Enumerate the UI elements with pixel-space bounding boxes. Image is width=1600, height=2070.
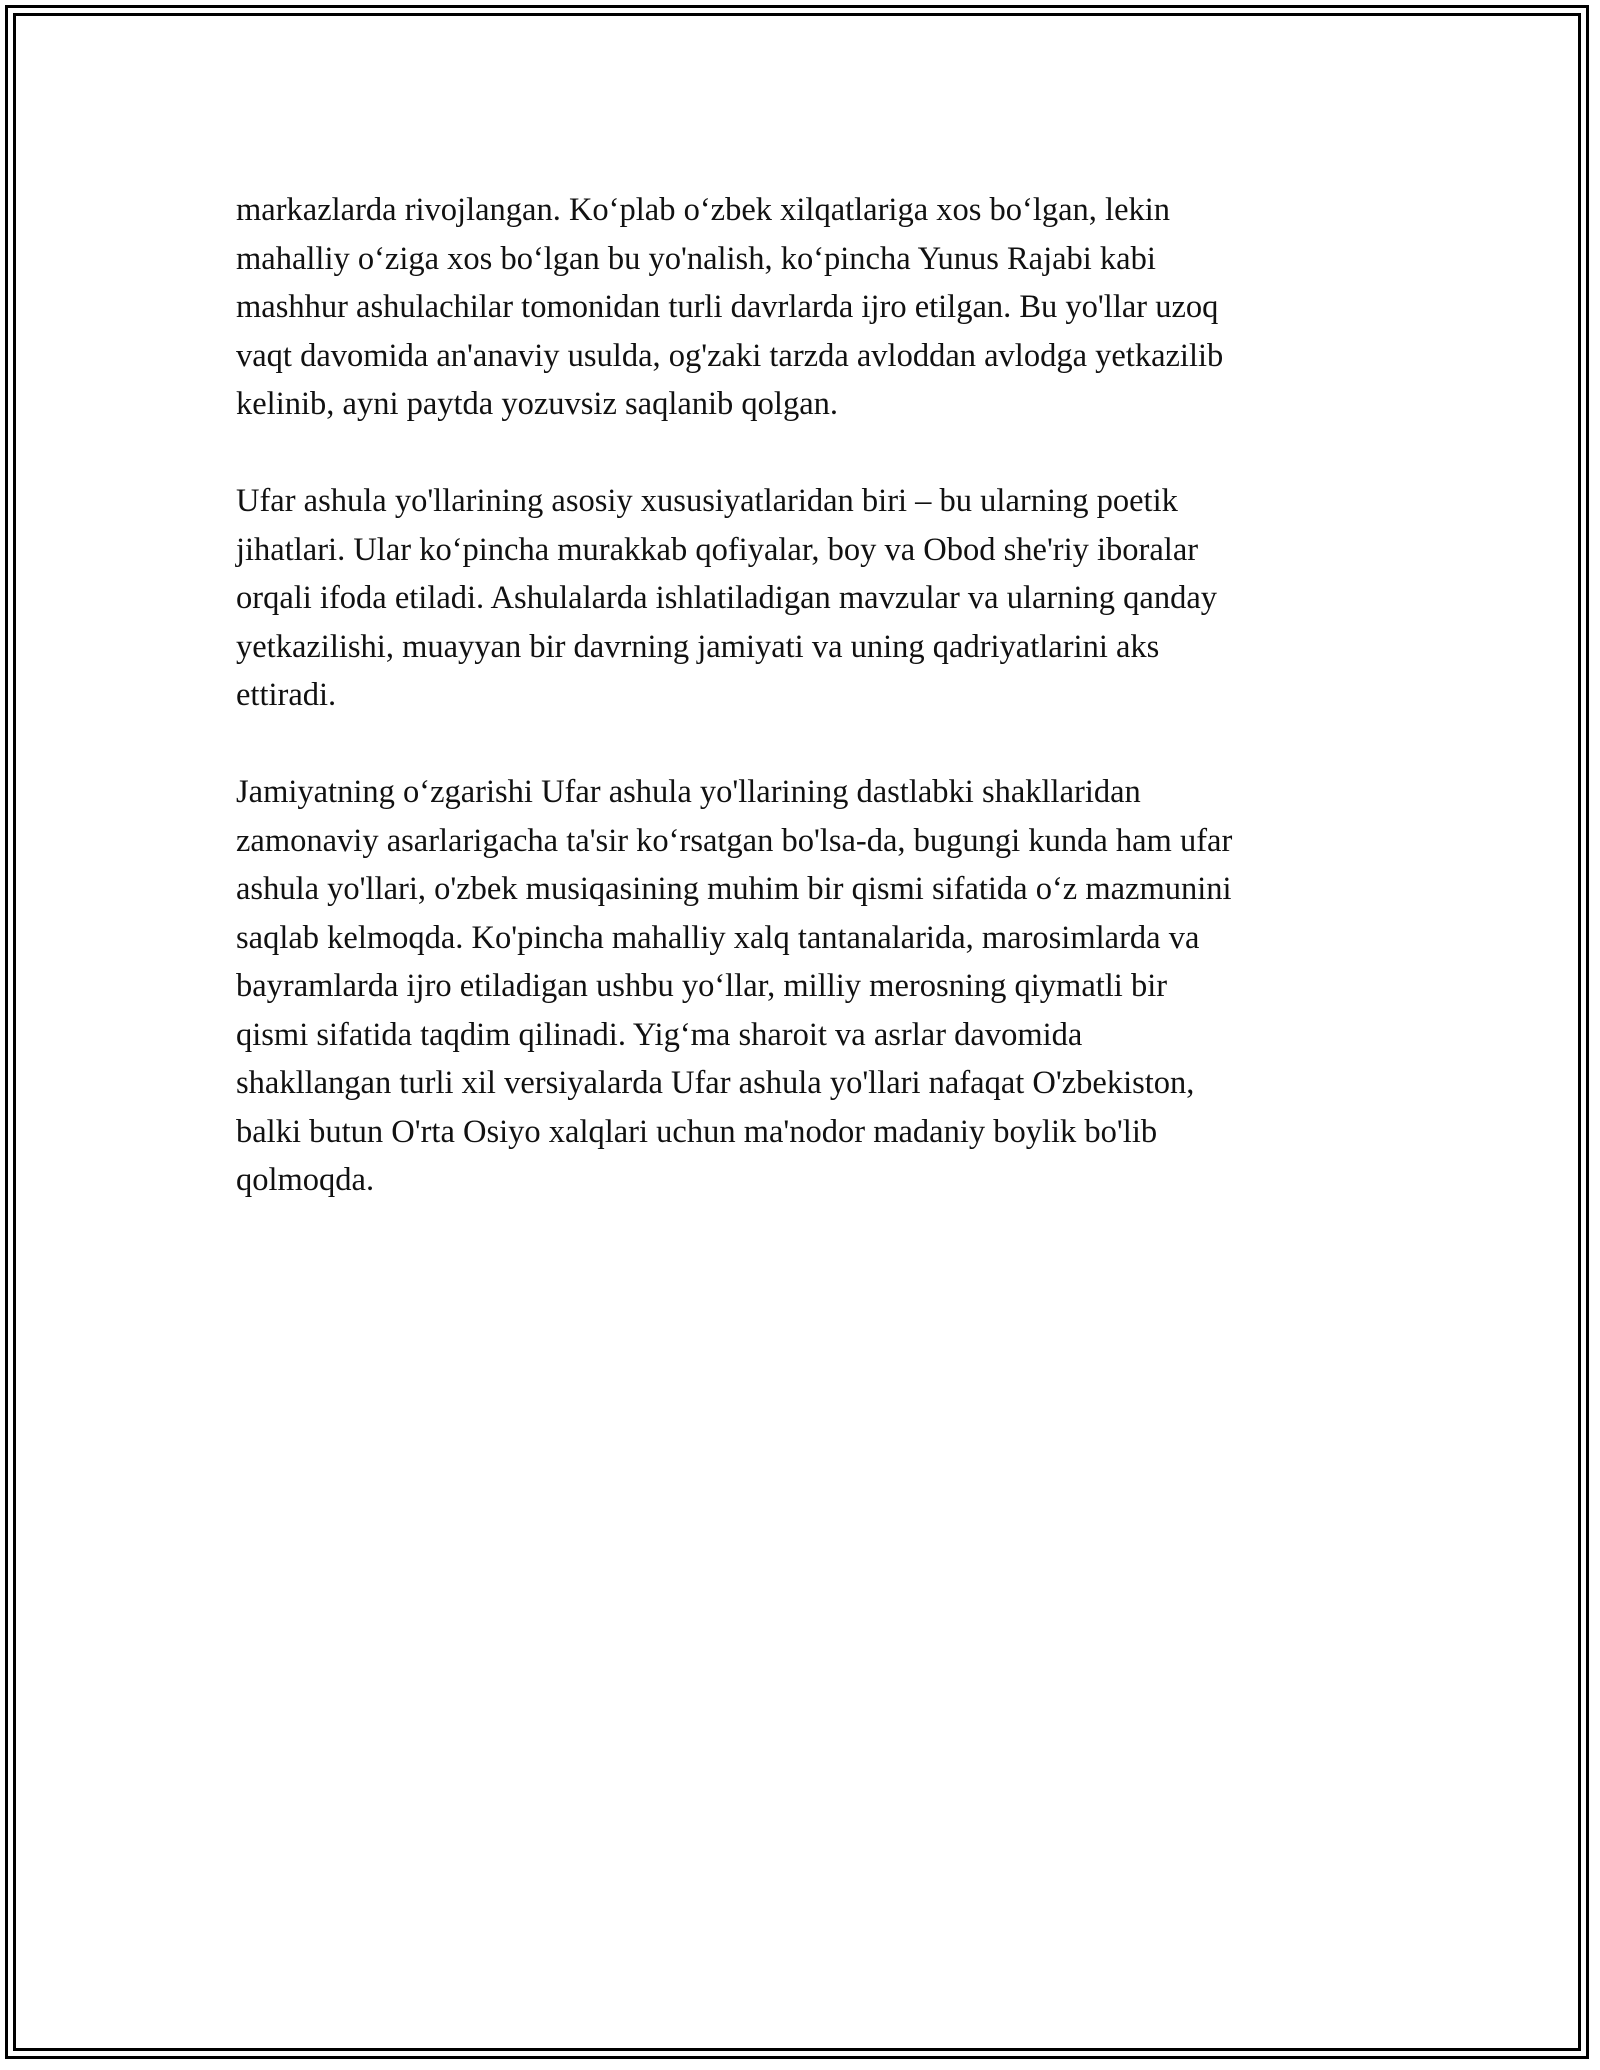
- text-line: bayramlarda ijro etiladigan ushbu yo‘llar, milliy merosning qiymatli bir: [236, 968, 1168, 1004]
- text-line: jihatlari. Ular ko‘pincha murakkab qofiyalar, boy va Obod she'riy iboralar: [236, 531, 1199, 568]
- paragraph-1: [236, 186, 1376, 429]
- text-line: balki butun O'rta Osiyo xalqlari uchun ma'nodor madaniy boylik bo'lib: [236, 1113, 1158, 1150]
- text-line: shakllangan turli xil versiyalarda Ufar ashula yo'llari nafaqat O'zbekiston,: [236, 1065, 1195, 1101]
- document-body: [236, 186, 1376, 1253]
- text-line: Jamiyatning o‘zgarishi Ufar ashula yo'llarining dastlabki shakllaridan: [236, 774, 1141, 810]
- text-line: saqlab kelmoqda. Ko'pincha mahalliy xalq tantanalarida, marosimlarda va: [236, 919, 1200, 956]
- text-line: vaqt davomida an'anaviy usulda, og'zaki tarzda avloddan avlodga yetkazilib: [236, 337, 1224, 374]
- text-line: Ufar ashula yo'llarining asosiy xususiyatlaridan biri – bu ularning poetik: [236, 483, 1178, 519]
- text-line: qismi sifatida taqdim qilinadi. Yig‘ma sharoit va asrlar davomida: [236, 1016, 1083, 1053]
- paragraph-2: [236, 477, 1376, 720]
- text-line: mahalliy o‘ziga xos bo‘lgan bu yo'nalish, ko‘pincha Yunus Rajabi kabi: [236, 240, 1156, 277]
- text-line: mashhur ashulachilar tomonidan turli davrlarda ijro etilgan. Bu yo'llar uzoq: [236, 289, 1219, 325]
- text-line: yetkazilishi, muayyan bir davrning jamiyati va uning qadriyatlarini aks: [236, 628, 1160, 665]
- text-line: markazlarda rivojlangan. Ko‘plab o‘zbek xilqatlariga xos bo‘lgan, lekin: [236, 192, 1171, 228]
- text-line: orqali ifoda etiladi. Ashulalarda ishlatiladigan mavzular va ularning qanday: [236, 580, 1217, 616]
- text-line: ashula yo'llari, o'zbek musiqasining muhim bir qismi sifatida o‘z mazmunini: [236, 871, 1232, 907]
- text-line: ettiradi.: [236, 677, 337, 713]
- paragraph-3: [236, 768, 1376, 1205]
- text-line: kelinib, ayni paytda yozuvsiz saqlanib qolgan.: [236, 386, 839, 422]
- text-line: zamonaviy asarlarigacha ta'sir ko‘rsatgan bo'lsa-da, bugungi kunda ham ufar: [236, 822, 1233, 859]
- text-line: qolmoqda.: [236, 1162, 375, 1198]
